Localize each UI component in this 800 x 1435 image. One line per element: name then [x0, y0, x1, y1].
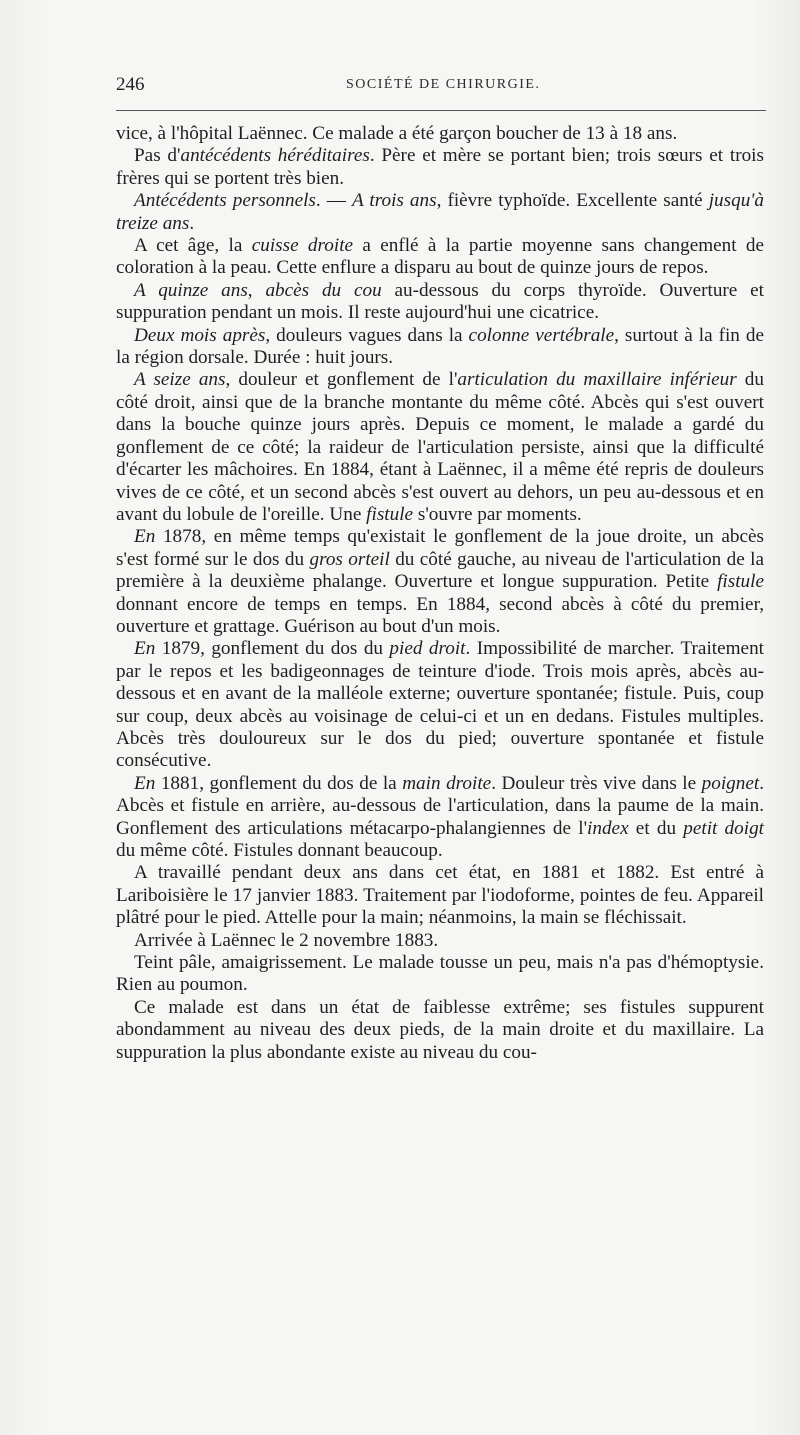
text-run: . Abcès et fistule en arrière, au-dessous de l'articulation, dans la paume de la main. Gonflement des articulations métacarpo-phalangiennes de l' [116, 772, 764, 839]
italic-run: Antécédents personnels [134, 190, 316, 212]
text-run: Arrivée à Laënnec le 2 novembre 1883. [134, 929, 439, 951]
paragraph [116, 638, 764, 772]
italic-run: fistule [717, 571, 764, 593]
page-number: 246 [116, 74, 145, 95]
paragraph [116, 235, 764, 280]
text-run: Ce malade est dans un état de faiblesse extrême; ses fistules suppurent abondamment au niveau des deux pieds, de la main droite et du maxillaire. La suppuration la plus abondante existe au niveau du cou- [116, 996, 764, 1063]
text-run: au-dessous du corps thyroïde. Ouverture et suppuration pendant un mois. Il reste aujourd'hui une cicatrice. [116, 279, 764, 324]
text-run: . — [315, 190, 352, 212]
italic-run: A trois ans [351, 190, 437, 212]
paragraph [116, 145, 764, 190]
italic-run: poignet [701, 772, 760, 794]
text-run: A cet âge, la [134, 235, 252, 257]
italic-run: abcès du cou [265, 279, 382, 301]
text-run: . [189, 212, 195, 234]
text-run: , [247, 279, 266, 301]
italic-run: fistule [366, 503, 414, 525]
text-run: 1879, gonflement du dos du [155, 638, 390, 660]
paragraph [116, 773, 764, 863]
italic-run: articulation du maxillaire inférieur [457, 369, 737, 391]
page-header [116, 74, 766, 100]
text-run: du même côté. Fistules donnant beaucoup. [116, 840, 443, 861]
text-run: , douleur et gonflement de l' [225, 369, 458, 391]
italic-run: cuisse droite [251, 235, 354, 257]
text-run: , fièvre typhoïde. Excellente santé [436, 190, 709, 212]
paragraph [116, 325, 764, 370]
paragraph [116, 280, 764, 325]
text-run: , douleurs vagues dans la [265, 324, 469, 346]
text-run: du côté gauche, au niveau de l'articulation de la première à la deuxième phalange. Ouverture et longue suppuration. Petite [116, 548, 764, 593]
text-run: vice, à l'hôpital Laënnec. Ce malade a été garçon boucher de 13 à 18 ans. [116, 123, 678, 144]
italic-run: A quinze ans [134, 279, 248, 301]
italic-run: colonne vertébrale [468, 324, 615, 346]
text-run: a enflé à la partie moyenne sans changement de coloration à la peau. Cette enflure a disparu au bout de quinze jours de repos. [116, 235, 765, 279]
italic-run: petit doigt [683, 817, 764, 839]
text-run: et du [628, 817, 684, 839]
italic-run: En [134, 638, 156, 660]
italic-run: Deux mois après [134, 324, 266, 346]
paragraph [116, 862, 764, 929]
header-rule [116, 110, 766, 111]
text-run: 1878, en même temps qu'existait le gonflement de la joue droite, un abcès s'est formé sur le dos du [116, 526, 764, 570]
paragraph [116, 997, 764, 1064]
text-run: A travaillé pendant deux ans dans cet état, en 1881 et 1882. Est entré à Lariboisière le 17 janvier 1883. Traitement par l'iodoforme, pointes de feu. Appareil plâtré pour le pied. Attelle pour la main; néanmoins, la main se fléchissait. [116, 862, 764, 929]
italic-run: En [134, 526, 156, 548]
text-run: Teint pâle, amaigrissement. Le malade tousse un peu, mais n'a pas d'hémoptysie. Rien au poumon. [116, 952, 764, 996]
italic-run: main droite [402, 772, 492, 794]
text-run: 1881, gonflement du dos de la [155, 772, 403, 794]
text-run: donnant encore de temps en temps. En 1884, second abcès à côté du premier, ouverture et grattage. Guérison au bout d'un mois. [116, 593, 764, 637]
italic-run: En [134, 772, 156, 794]
italic-run: gros orteil [309, 548, 390, 570]
paragraph [116, 369, 764, 526]
text-run: . Impossibilité de marcher. Traitement par le repos et les badigeonnages de teinture d'iode. Trois mois après, abcès au-dessous et en avant de la malléole externe; ouverture spontanée; fistule. Puis, coup sur coup, deux abcès au voisinage de celui-ci et un en dedans. Fistules multiples. Abcès très douloureux sur le dos du pied; ouverture spontanée et fistule consécutive. [116, 638, 764, 772]
text-run: s'ouvre par moments. [413, 503, 582, 525]
paragraph [116, 930, 764, 952]
text-run: . Douleur très vive dans le [491, 772, 702, 794]
text-run: , surtout à la fin de la région dorsale. Durée : huit jours. [116, 324, 765, 369]
italic-run: A seize ans [134, 369, 226, 391]
running-head: SOCIÉTÉ DE CHIRURGIE. [346, 77, 541, 92]
text-run: . Père et mère se portant bien; trois sœurs et trois frères qui se portent très bien. [116, 145, 764, 189]
body-text [116, 123, 764, 1064]
italic-run: antécédents héréditaires [180, 145, 370, 167]
paragraph [116, 190, 764, 235]
text-run: Pas d' [134, 145, 181, 167]
paragraph [116, 123, 764, 145]
italic-run: index [587, 817, 629, 839]
italic-run: pied droit [389, 638, 466, 660]
paragraph [116, 952, 764, 997]
paragraph [116, 526, 764, 638]
italic-run: jusqu'à treize ans [116, 190, 764, 234]
text-run: du côté droit, ainsi que de la branche montante du même côté. Abcès qui s'est ouvert dans la bouche quinze jours après. Depuis ce moment, le malade a gardé du gonflement de ce côté; la raideur de l'articulation persiste, ainsi que la difficulté d'écarter les mâchoires. En 1884, étant à Laënnec, il a même été repris de douleurs vives de ce côté, et un second abcès s'est ouvert au dehors, un peu au-dessous et en avant du lobule de l'oreille. Une [116, 369, 764, 525]
